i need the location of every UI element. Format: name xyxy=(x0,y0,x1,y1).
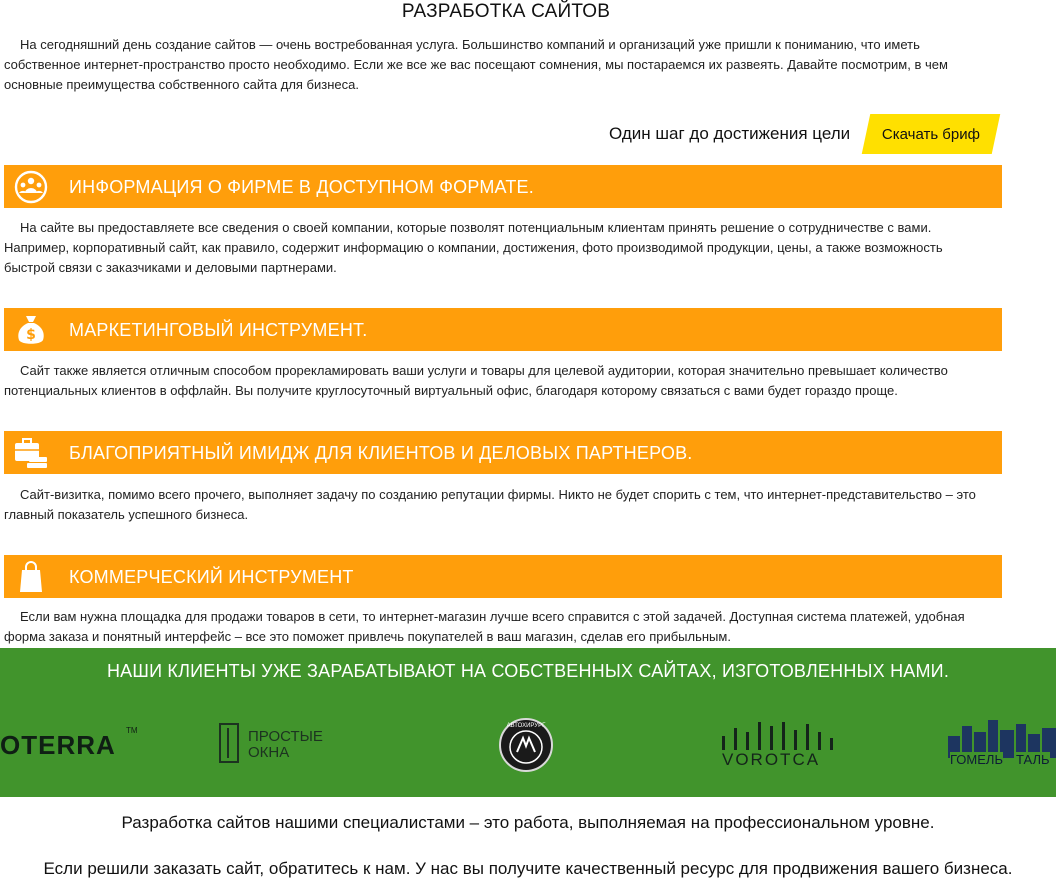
briefcase-icon xyxy=(12,435,50,471)
oterra-tm: TM xyxy=(126,726,138,735)
intro-text: На сегодняшний день создание сайтов — очень востребованная услуга. Большинство компаний и организаций уже пришли к пониманию, что иметь собственное интернет-пространство просто необходимо. Если же все же вас посещают сомнения, мы постараемся их развеять. Давайте посмотрим, в чем основные преимущества собственного сайта для бизнеса. xyxy=(4,37,948,92)
svg-text:$: $ xyxy=(26,327,36,343)
vorotca-wordmark: VOROTCA xyxy=(722,750,821,769)
footer-line-1: Разработка сайтов нашими специалистами – это работа, выполняемая на профессиональном уровне. xyxy=(121,813,935,832)
client-logo-oterra[interactable] xyxy=(0,726,145,766)
section-band-company-info xyxy=(4,165,1002,208)
okna-line2: ОКНА xyxy=(248,744,290,761)
shopping-bag-icon xyxy=(12,559,50,595)
section-text-image xyxy=(4,485,994,525)
section-text-company-info xyxy=(4,218,994,278)
section-band-commerce xyxy=(4,555,1002,598)
cta-text: Один шаг до достижения цели xyxy=(609,124,851,143)
city-wordmark-1: ГОМЕЛЬ xyxy=(950,752,1003,767)
client-logo-city[interactable] xyxy=(948,718,1056,774)
section-text: На сайте вы предоставляете все сведения о своей компании, которые позволят потенциальным клиентам принять решение о сотрудничестве с вами. Например, корпоративный сайт, как правило, содержит информацию о компании, достижения, фото производимой продукции, цены, а также возможность быстрой связи с заказчиками и деловыми партнерами. xyxy=(4,220,943,275)
clients-title: НАШИ КЛИЕНТЫ УЖЕ ЗАРАБАТЫВАЮТ НА СОБСТВЕННЫХ САЙТАХ, ИЗГОТОВЛЕННЫХ НАМИ. xyxy=(106,661,950,681)
section-text: Сайт также является отличным способом прорекламировать ваши услуги и товары для целевой аудитории, которая значительно превышает количество потенциальных клиентов в оффлайн. Вы получите круглосуточный виртуальный офис, благодаря которому связаться с вами будет гораздо проще. xyxy=(4,363,948,398)
section-band-image xyxy=(4,431,1002,474)
vorotca-bars-icon xyxy=(720,720,835,750)
section-title: КОММЕРЧЕСКИЙ ИНСТРУМЕНТ xyxy=(69,567,354,587)
okna-line1: ПРОСТЫЕ xyxy=(248,728,323,745)
clients-band xyxy=(0,648,1056,797)
section-title: БЛАГОПРИЯТНЫЙ ИМИДЖ ДЛЯ КЛИЕНТОВ И ДЕЛОВЫХ ПАРТНЕРОВ. xyxy=(69,443,693,463)
page-title: РАЗРАБОТКА САЙТОВ xyxy=(401,1,611,22)
money-bag-icon xyxy=(12,312,50,348)
client-logo-vorotca[interactable] xyxy=(720,720,835,770)
oterra-wordmark: OTERRA xyxy=(0,730,116,760)
download-brief-button[interactable] xyxy=(862,114,1001,154)
client-logo-prostye-okna[interactable] xyxy=(218,722,348,766)
client-logo-autohirurg[interactable] xyxy=(497,716,555,774)
intro-paragraph xyxy=(4,35,994,95)
section-title: ИНФОРМАЦИЯ О ФИРМЕ В ДОСТУПНОМ ФОРМАТЕ. xyxy=(69,177,534,197)
section-title: МАРКЕТИНГОВЫЙ ИНСТРУМЕНТ. xyxy=(69,320,368,340)
globe-network-icon xyxy=(12,169,50,205)
section-text-commerce xyxy=(4,607,994,647)
download-brief-label: Скачать бриф xyxy=(881,125,981,143)
footer-line-2: Если решили заказать сайт, обратитесь к нам. У нас вы получите качественный ресурс для продвижения вашего бизнеса. xyxy=(43,859,1013,878)
section-text: Если вам нужна площадка для продажи товаров в сети, то интернет-магазин лучше всего справится с этой задачей. Доступная система платежей, удобная форма заказа и понятный интерфейс – все это поможет привлечь покупателей в ваш магазин, сделав его прибыльным. xyxy=(4,609,965,644)
autohirurg-wordmark: АВТОХИРУРГ xyxy=(506,723,546,729)
section-text: Сайт-визитка, помимо всего прочего, выполняет задачу по созданию репутации фирмы. Никто не будет спорить с тем, что интернет-представительство – это главный показатель успешного бизнеса. xyxy=(4,487,976,522)
section-text-marketing xyxy=(4,361,994,401)
section-band-marketing xyxy=(4,308,1002,351)
city-wordmark-2: ТАЛЬ xyxy=(1016,752,1050,767)
okna-window-icon xyxy=(218,722,242,764)
